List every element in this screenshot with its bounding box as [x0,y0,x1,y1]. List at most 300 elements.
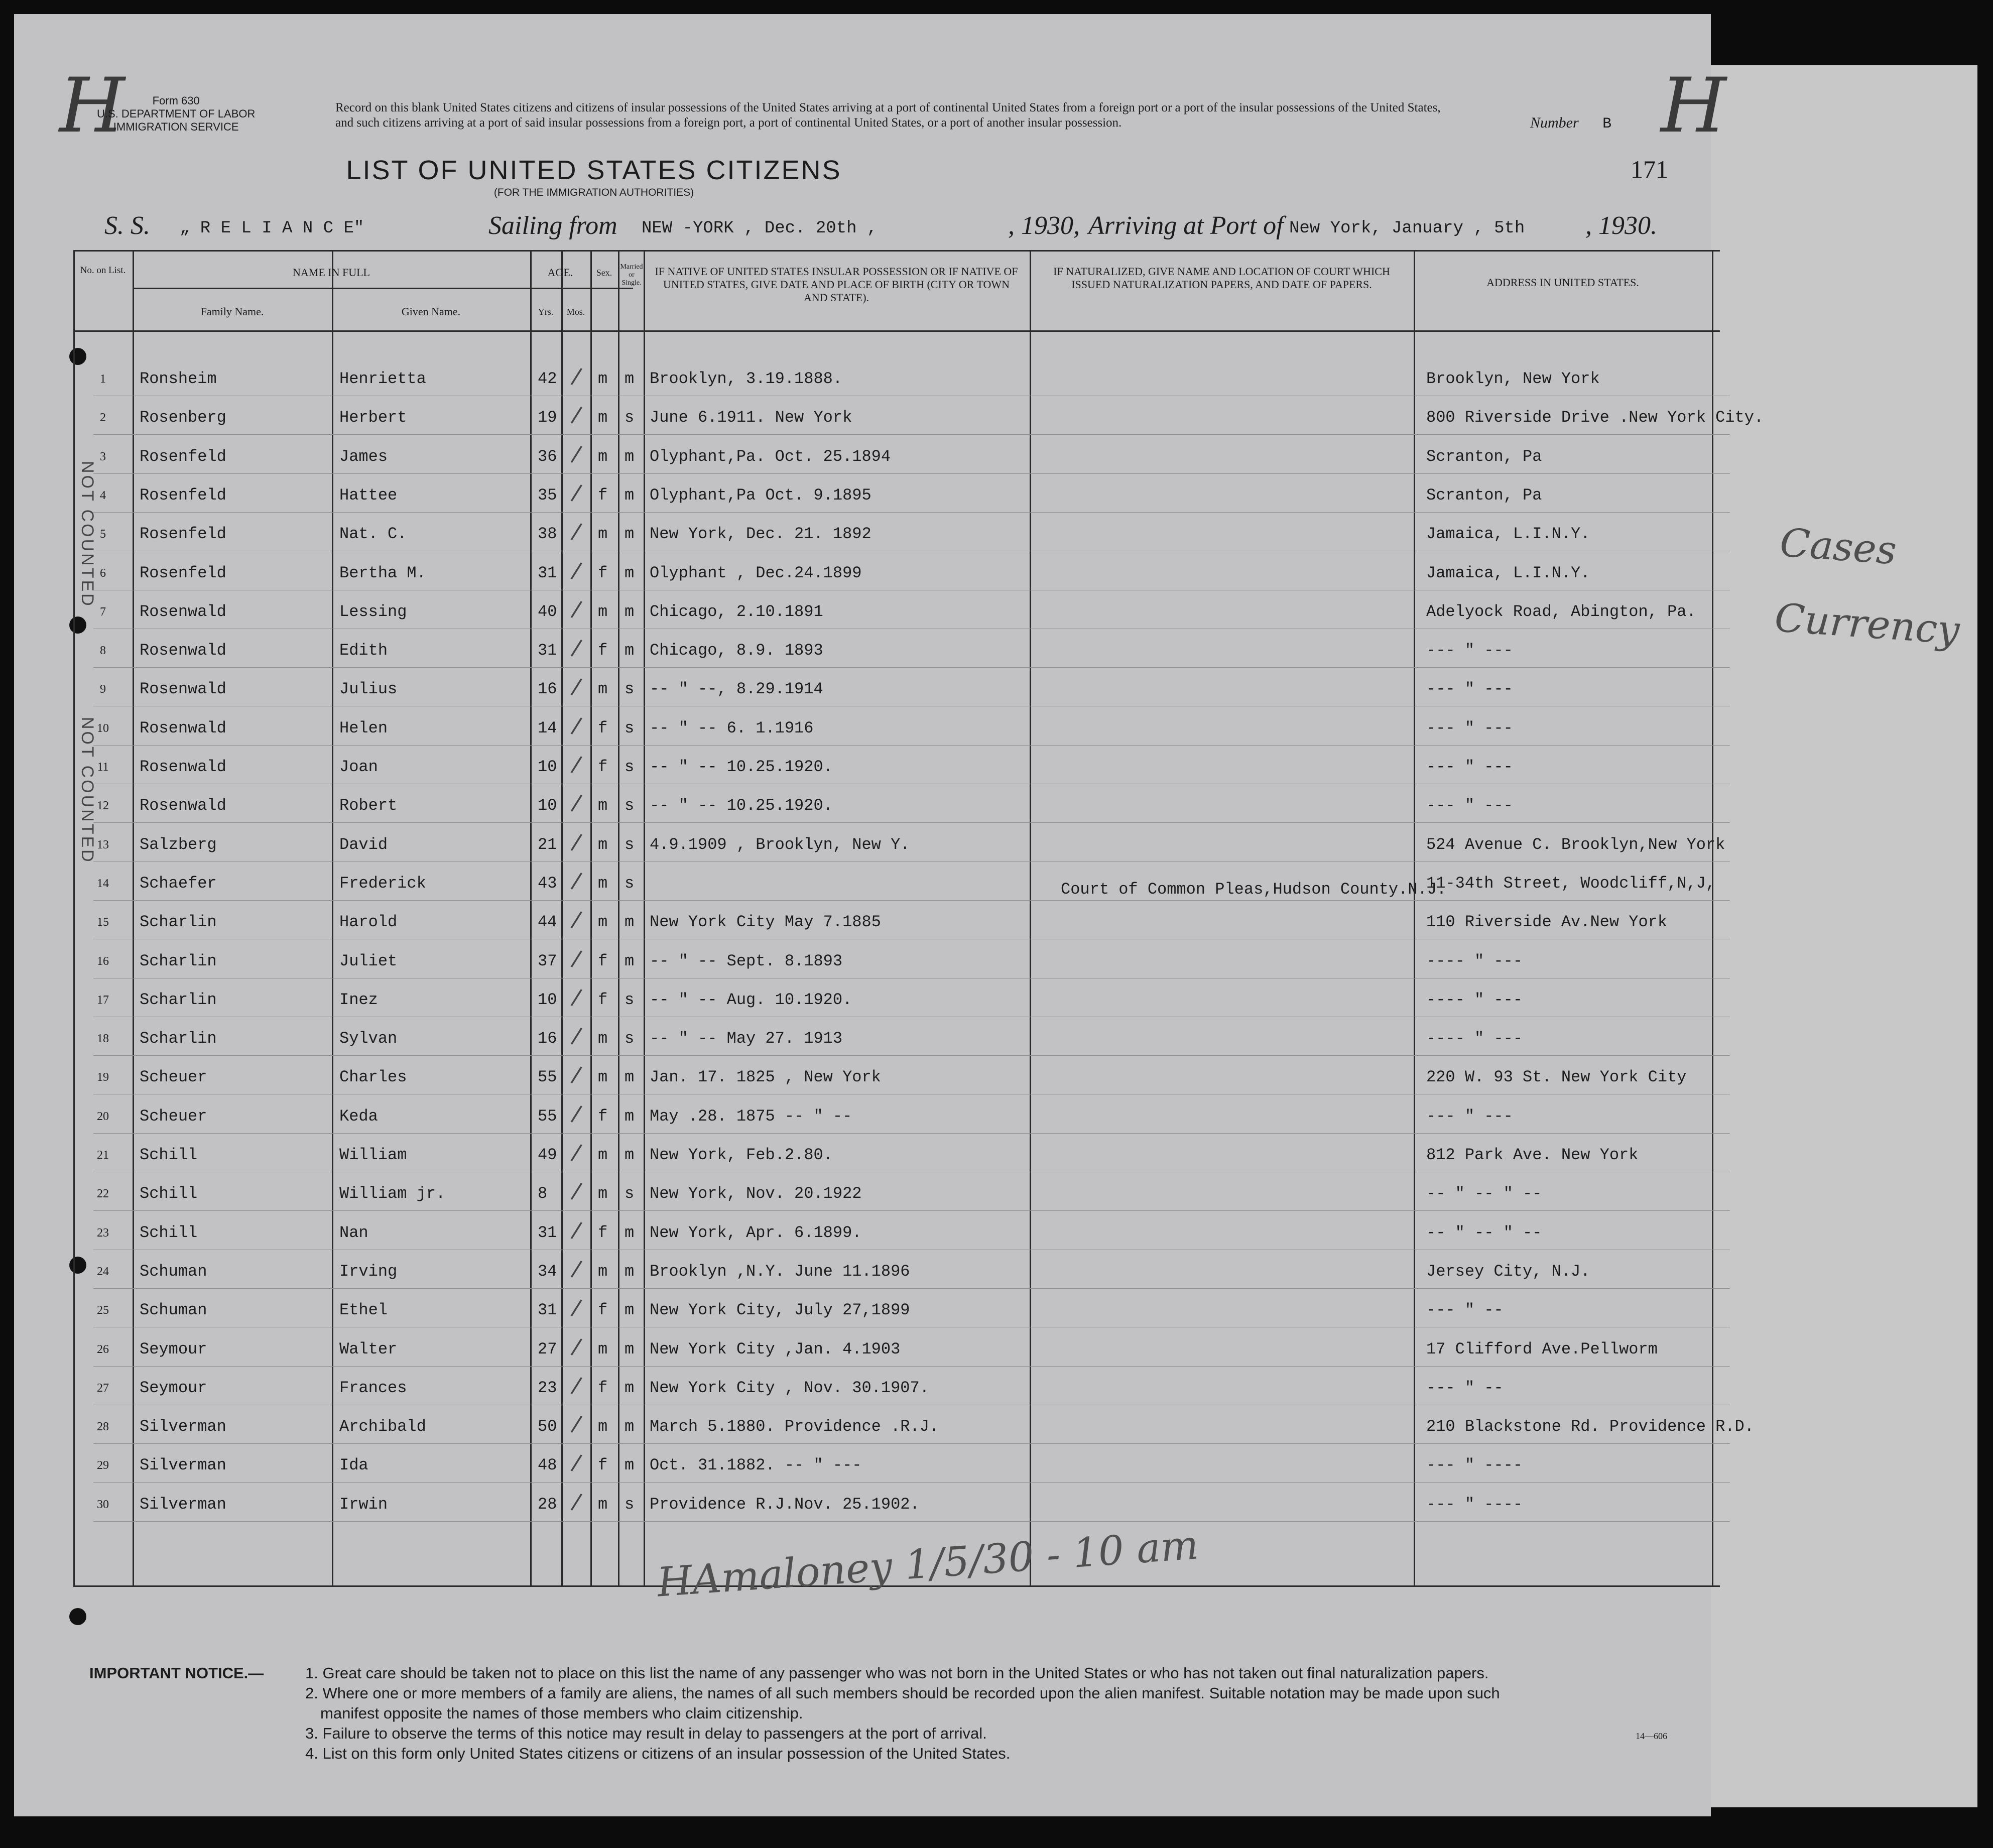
birthplace: Chicago, 8.9. 1893 [650,641,823,660]
row-number: 28 [97,1420,109,1434]
side-stamp: NOT COUNTED [78,461,97,608]
checkmark: / [569,557,584,584]
checkmark: / [569,1216,584,1244]
sex: m [598,1029,608,1048]
sex: m [598,1417,608,1436]
naturalization-court: Court of Common Pleas,Hudson County.N.J. [1061,880,1447,899]
family-name: Rosenwald [140,796,226,815]
marital-status: s [625,1029,635,1048]
birthplace: June 6.1911. New York [650,408,852,427]
age: 38 [538,525,557,544]
age: 42 [538,369,557,388]
sex: f [598,990,608,1009]
age: 36 [538,447,557,466]
sex: f [598,1223,608,1242]
given-name: Ida [339,1456,368,1475]
address: Jersey City, N.J. [1426,1262,1590,1281]
document-title: LIST OF UNITED STATES CITIZENS [346,155,842,185]
family-name: Rosenwald [140,641,226,660]
birthplace: New York, Feb.2.80. [650,1146,833,1164]
service-name: IMMIGRATION SERVICE [113,120,239,133]
row-number: 13 [97,838,109,851]
birthplace: -- " -- 10.25.1920. [650,758,833,776]
address: --- " --- [1426,680,1513,699]
given-name: Keda [339,1106,378,1126]
family-name: Salzberg [140,835,217,854]
family-name: Schill [140,1184,198,1203]
address: --- " --- [1426,718,1513,737]
table-row [73,437,1730,475]
age: 31 [538,563,557,582]
table-row [73,1485,1730,1523]
row-number: 7 [100,605,106,619]
marital-status: m [625,1378,635,1397]
family-name: Rosenfeld [140,563,226,582]
table-row [73,1136,1730,1174]
address: Adelyock Road, Abington, Pa. [1426,602,1696,621]
notice-item: 3. Failure to observe the terms of this notice may result in delay to passengers at the port of arrival. [305,1724,987,1742]
age: 10 [538,796,557,815]
age: 8 [538,1184,548,1203]
address: 17 Clifford Ave.Pellworm [1426,1339,1658,1359]
family-name: Rosenfeld [140,485,226,505]
checkmark: / [569,1372,584,1399]
row-number: 9 [100,683,106,696]
given-name: Herbert [339,408,407,427]
family-name: Rosenfeld [140,525,226,544]
marital-status: m [625,1456,635,1475]
arriving-label: Arriving at Port of [1088,211,1284,240]
table-row [73,631,1730,669]
form-letter-right: H [1661,62,1726,150]
year-arriving: , 1930. [1585,211,1657,240]
table-row [73,1446,1730,1484]
address: 800 Riverside Drive .New York City. [1426,408,1764,427]
age: 55 [538,1068,557,1087]
address: ---- " --- [1426,990,1523,1009]
family-name: Scheuer [140,1106,207,1126]
header-family-name: Family Name. [200,305,264,318]
sex: m [598,796,608,815]
age: 10 [538,758,557,776]
given-name: Joan [339,758,378,776]
given-name: Edith [339,641,388,660]
family-name: Seymour [140,1378,207,1397]
checkmark: / [569,595,584,623]
notice-heading: IMPORTANT NOTICE.— [89,1664,264,1682]
family-name: Scharlin [140,1029,217,1048]
checkmark: / [569,362,584,390]
given-name: Frederick [339,874,426,893]
checkmark: / [569,1023,584,1050]
ship-name: „ R E L I A N C E" [180,219,364,238]
birthplace: New York City ,Jan. 4.1903 [650,1339,901,1359]
marital-status: m [625,1339,635,1359]
checkmark: / [569,1411,584,1438]
sex: m [598,913,608,932]
age: 31 [538,641,557,660]
row-number: 5 [100,528,106,541]
given-name: Nat. C. [339,525,407,544]
marital-status: m [625,1417,635,1436]
checkmark: / [569,673,584,700]
family-name: Scheuer [140,1068,207,1087]
table-row [73,1252,1730,1290]
form-code: 14—606 [1636,1731,1667,1741]
sailing-label: Sailing from [488,211,617,240]
table-row [73,980,1730,1019]
inspector-signature: HAmaloney 1/5/30 - 10 am [656,1521,1200,1606]
ss-label: S. S. [104,211,150,240]
checkmark: / [569,1488,584,1515]
sex: m [598,1184,608,1203]
sex: m [598,408,608,427]
checkmark: / [569,1449,584,1476]
family-name: Schill [140,1146,198,1164]
row-number: 1 [100,373,106,386]
checkmark: / [569,1061,584,1088]
sex: m [598,1262,608,1281]
row-number: 8 [100,644,106,658]
row-rule [93,667,1730,668]
given-name: Lessing [339,602,407,621]
checkmark: / [569,518,584,545]
address: --- " --- [1426,758,1513,776]
header-birth: IF NATIVE OF UNITED STATES INSULAR POSSESSION OR IF NATIVE OF UNITED STATES, GIVE DATE AND PLACE OF BIRTH (CITY OR TOWN AND STATE). [655,265,1018,304]
marital-status: m [625,447,635,466]
marital-status: m [625,1262,635,1281]
row-number: 15 [97,916,109,929]
age: 28 [538,1495,557,1514]
given-name: Sylvan [339,1029,398,1048]
address: ---- " --- [1426,1029,1523,1048]
age: 44 [538,913,557,932]
table-row [73,1058,1730,1096]
page-number: 171 [1631,155,1668,183]
table-row [73,554,1730,592]
given-name: James [339,447,388,466]
given-name: Bertha M. [339,563,426,582]
form-number: Form 630 [152,94,200,107]
birthplace: -- " -- May 27. 1913 [650,1029,843,1048]
age: 43 [538,874,557,893]
table-row [73,1174,1730,1212]
address: --- " --- [1426,1106,1513,1126]
marital-status: m [625,951,635,970]
birthplace: New York City , Nov. 30.1907. [650,1378,929,1397]
table-row [73,1019,1730,1057]
number-field [1530,114,1611,133]
marital-status: m [625,1068,635,1087]
row-number: 22 [97,1187,109,1201]
given-name: Nan [339,1223,368,1242]
family-name: Rosenwald [140,718,226,737]
row-number: 18 [97,1032,109,1046]
address: --- " ---- [1426,1495,1523,1514]
age: 49 [538,1146,557,1164]
row-rule [93,1210,1730,1211]
age: 14 [538,718,557,737]
checkmark: / [569,479,584,506]
birthplace: New York, Dec. 21. 1892 [650,525,871,544]
header-address: ADDRESS IN UNITED STATES. [1486,276,1639,289]
given-name: Henrietta [339,369,426,388]
given-name: Julius [339,680,398,699]
address: --- " ---- [1426,1456,1523,1475]
row-rule [93,1055,1730,1056]
age: 48 [538,1456,557,1475]
sex: m [598,525,608,544]
row-number: 17 [97,993,109,1007]
row-rule [93,822,1730,823]
checkmark: / [569,828,584,855]
table-row [73,786,1730,824]
checkmark: / [569,440,584,467]
sex: f [598,1301,608,1320]
given-name: Irving [339,1262,398,1281]
sex: f [598,641,608,660]
checkmark: / [569,1178,584,1205]
checkmark: / [569,906,584,933]
row-number: 19 [97,1071,109,1084]
side-stamp: NOT COUNTED [78,717,97,864]
age: 27 [538,1339,557,1359]
family-name: Scharlin [140,913,217,932]
form-instructions: Record on this blank United States citizens and citizens of insular possessions of the United States arriving at a port of continental United States from a foreign port or a port of the insular possessions of the United States, and such citizens arriving at a port of said insular possessions from a foreign port, a port of continental United States, or a port of another insular possession. [335,101,1441,130]
birthplace: March 5.1880. Providence .R.J. [650,1417,939,1436]
address: 524 Avenue C. Brooklyn,New York [1426,835,1725,854]
header-no: No. on List. [80,265,126,276]
address: 220 W. 93 St. New York City [1426,1068,1687,1087]
table-row [73,825,1730,864]
table-row [73,1330,1730,1368]
address: Brooklyn, New York [1426,369,1600,388]
row-number: 2 [100,411,106,425]
family-name: Silverman [140,1456,226,1475]
table-row [73,709,1730,747]
birthplace: New York, Nov. 20.1922 [650,1184,862,1203]
header-age: AGE. [547,266,573,279]
marital-status: s [625,796,635,815]
age: 16 [538,1029,557,1048]
sex: m [598,1146,608,1164]
row-number: 30 [97,1498,109,1511]
given-name: Helen [339,718,388,737]
manifest-sheet [14,14,1764,1816]
birthplace: Chicago, 2.10.1891 [650,602,823,621]
row-number: 23 [97,1226,109,1240]
family-name: Scharlin [140,951,217,970]
given-name: Irwin [339,1495,388,1514]
row-rule [93,1521,1730,1522]
age: 37 [538,951,557,970]
marital-status: s [625,408,635,427]
notice-item: manifest opposite the names of those members who claim citizenship. [320,1704,803,1722]
row-number: 16 [97,954,109,968]
marital-status: m [625,1223,635,1242]
marital-status: m [625,913,635,932]
address: -- " -- " -- [1426,1184,1542,1203]
notice-item: 2. Where one or more members of a family are aliens, the names of all such members should be recorded upon the alien manifest. Suitable notation may be made upon such [305,1684,1500,1702]
marital-status: m [625,369,635,388]
sex: m [598,835,608,854]
family-name: Seymour [140,1339,207,1359]
row-rule [93,1288,1730,1289]
sex: m [598,447,608,466]
arriving-at: New York, January , 5th [1289,219,1525,238]
family-name: Rosenberg [140,408,226,427]
address: 110 Riverside Av.New York [1426,913,1668,932]
sex: m [598,874,608,893]
sex: f [598,563,608,582]
checkmark: / [569,751,584,778]
birthplace: -- " -- 10.25.1920. [650,796,833,815]
table-row [73,1213,1730,1252]
birthplace: -- " -- 6. 1.1916 [650,718,814,737]
birthplace: Jan. 17. 1825 , New York [650,1068,881,1087]
checkmark: / [569,712,584,739]
row-number: 11 [97,761,109,774]
given-name: Harold [339,913,398,932]
table-row [73,942,1730,980]
underlying-sheet [1704,65,1977,1807]
punch-hole [69,1608,86,1625]
marital-status: s [625,758,635,776]
family-name: Schill [140,1223,198,1242]
family-name: Rosenwald [140,602,226,621]
checkmark: / [569,1100,584,1127]
address: 11-34th Street, Woodcliff,N,J, [1426,874,1716,893]
marital-status: s [625,990,635,1009]
sex: f [598,1106,608,1126]
table-row [73,903,1730,941]
marital-status: m [625,1146,635,1164]
header-yrs: Yrs. [538,307,554,317]
given-name: Frances [339,1378,407,1397]
birthplace: May .28. 1875 -- " -- [650,1106,852,1126]
table-row [73,398,1764,436]
given-name: Ethel [339,1301,388,1320]
birthplace: Oct. 31.1882. -- " --- [650,1456,862,1475]
checkmark: / [569,983,584,1011]
row-rule [93,1443,1730,1444]
row-rule [93,900,1730,901]
address: Jamaica, L.I.N.Y. [1426,563,1590,582]
sex: m [598,1495,608,1514]
table-row [73,1291,1730,1329]
row-number: 12 [97,799,109,813]
table-row [73,1097,1730,1135]
given-name: Juliet [339,951,398,970]
family-name: Silverman [140,1417,226,1436]
number-label: Number [1530,114,1579,131]
number-value: B [1602,115,1612,133]
table-row [73,864,1730,902]
row-number: 14 [97,877,109,890]
marital-status: s [625,680,635,699]
birthplace: -- " --, 8.29.1914 [650,680,823,699]
marital-status: s [625,1495,635,1514]
age: 23 [538,1378,557,1397]
age: 31 [538,1301,557,1320]
address: --- " --- [1426,641,1513,660]
margin-handwriting: Cases Currency [1773,520,1961,654]
row-rule [93,1366,1730,1367]
age: 19 [538,408,557,427]
age: 34 [538,1262,557,1281]
address: Scranton, Pa [1426,447,1542,466]
row-number: 25 [97,1304,109,1317]
header-naturalized: IF NATURALIZED, GIVE NAME AND LOCATION OF COURT WHICH ISSUED NATURALIZATION PAPERS, AND DATE OF PAPERS. [1053,265,1390,291]
table-row [73,592,1730,631]
given-name: William [339,1146,407,1164]
row-number: 24 [97,1265,109,1278]
birthplace: 4.9.1909 , Brooklyn, New Y. [650,835,910,854]
table-row [73,476,1730,514]
checkmark: / [569,867,584,894]
given-name: Robert [339,796,398,815]
age: 40 [538,602,557,621]
family-name: Schuman [140,1262,207,1281]
sex: f [598,758,608,776]
document-subtitle: (FOR THE IMMIGRATION AUTHORITIES) [493,187,694,198]
sex: f [598,718,608,737]
address: Jamaica, L.I.N.Y. [1426,525,1590,544]
form-identifier [97,94,255,134]
age: 16 [538,680,557,699]
sex: m [598,369,608,388]
row-number: 21 [97,1149,109,1162]
marital-status: s [625,718,635,737]
notice-item: 1. Great care should be taken not to place on this list the name of any passenger who was not born in the United States or who has not taken out final naturalization papers. [305,1664,1489,1682]
marital-status: m [625,1301,635,1320]
given-name: David [339,835,388,854]
family-name: Schaefer [140,874,217,893]
age: 50 [538,1417,557,1436]
family-name: Rosenwald [140,758,226,776]
row-rule [93,512,1730,513]
sex: m [598,680,608,699]
marital-status: m [625,602,635,621]
checkmark: / [569,1294,584,1321]
birthplace: -- " -- Aug. 10.1920. [650,990,852,1009]
address: --- " --- [1426,796,1513,815]
checkmark: / [569,1333,584,1360]
table-row [73,1407,1754,1445]
marital-status: s [625,1184,635,1203]
department-name: U.S. DEPARTMENT OF LABOR [97,107,256,120]
row-rule [93,434,1730,435]
given-name: Inez [339,990,378,1009]
address: 210 Blackstone Rd. Providence R.D. [1426,1417,1754,1436]
birthplace: Olyphant,Pa Oct. 9.1895 [650,485,871,505]
family-name: Rosenwald [140,680,226,699]
header-given-name: Given Name. [401,305,461,318]
row-number: 29 [97,1459,109,1472]
checkmark: / [569,1139,584,1166]
passenger-table [73,250,1764,1585]
sex: f [598,951,608,970]
address: -- " -- " -- [1426,1223,1542,1242]
header-name-in-full: NAME IN FULL [293,266,370,279]
sex: m [598,602,608,621]
birthplace: Olyphant , Dec.24.1899 [650,563,862,582]
sex: f [598,485,608,505]
table-row [73,359,1730,398]
row-rule [93,473,1730,474]
row-number: 6 [100,566,106,580]
sex: f [598,1456,608,1475]
